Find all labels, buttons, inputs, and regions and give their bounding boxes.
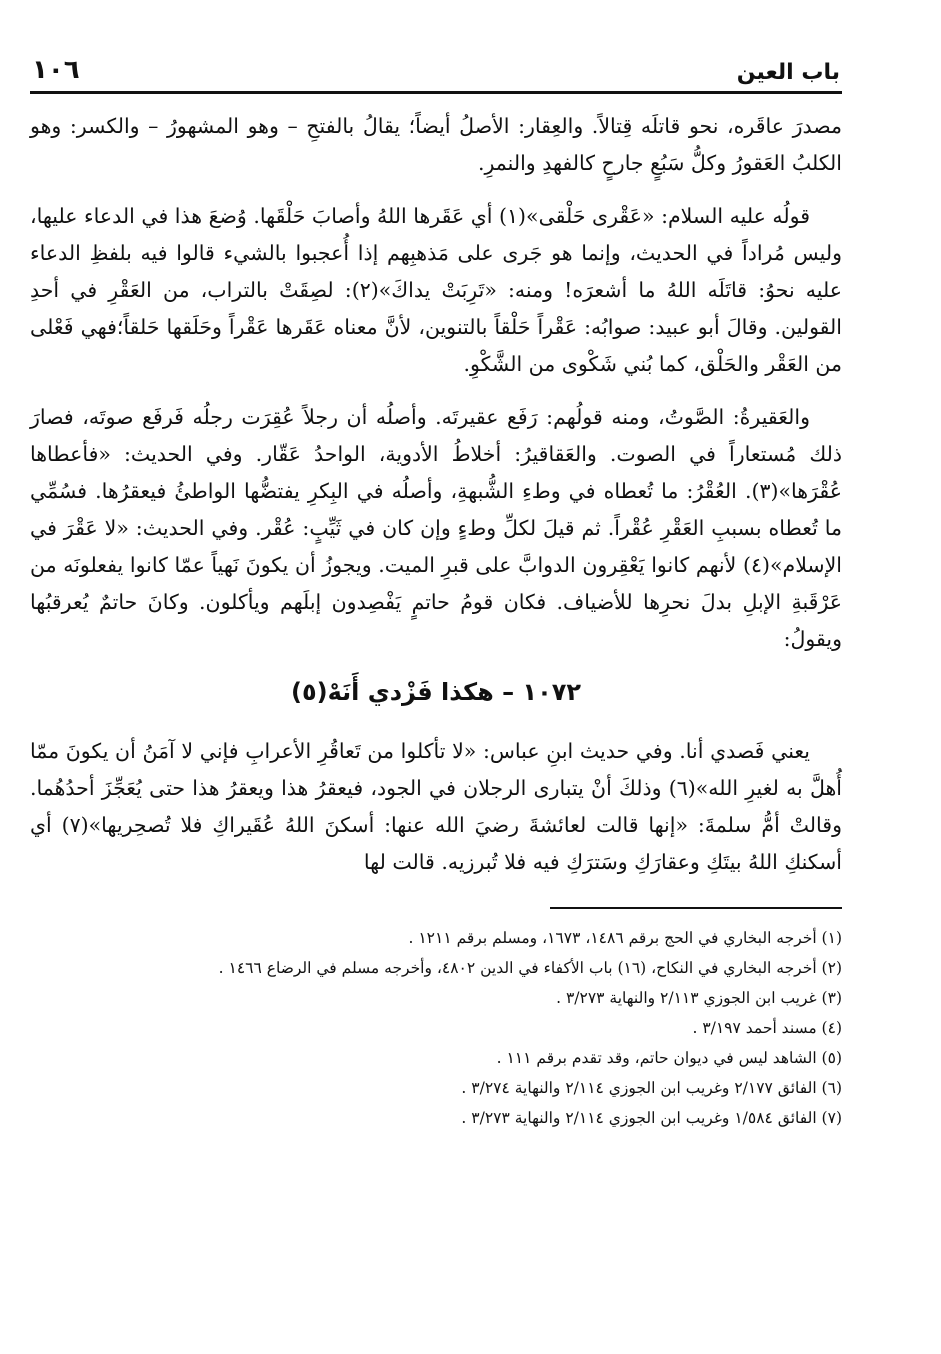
book-page [30,52,842,1133]
paragraph: قولُه عليه السلام: «عَقْرى حَلْقى»(١) أي عَقَرها اللهُ وأصابَ حَلْقَها. وُضعَ هذا في الدعاء عليها، وليس مُراداً في الحديث، وإنما هو جَرى على مَذهبِهم إذا أُعجبوا بالشيء قالوا فيه بلفظِ الدعاء عليه نحوُ: قاتَلَه اللهُ ما أشعرَه! ومنه: «تَرِبَتْ يداكَ»(٢): لصِقَتْ بالتراب، من العَقْرِ في أحدِ القولين. وقالَ أبو عبيد: صوابُه: عَقْراً حَلْقاً بالتنوين، لأنَّ معناه عَقَرها عَقْراً وحَلَقها حَلقاً؛فهي فَعْلى من العَقْر والحَلْق، كما بُني شَكْوى من الشَّكْوِ. [30,204,842,376]
chapter-title: باب العين [736,60,840,85]
footnote: (٦) الفائق ٢/١٧٧ وغريب ابن الجوزي ٢/١١٤ والنهاية ٣/٢٧٤ . [461,1079,842,1097]
footnotes [30,923,842,1133]
footnote: (٥) الشاهد ليس في ديوان حاتم، وقد تقدم برقم ١١١ . [496,1049,842,1067]
main-text [30,108,842,881]
footnote: (٤) مسند أحمد ٣/١٩٧ . [692,1019,842,1037]
page-header [30,52,842,94]
paragraph: والعَقيرةُ: الصَّوتُ، ومنه قولُهم: رَفَع عقيرتَه. وأصلُه أن رجلاً عُقِرَت رجلُه فَرفَع صوتَه، فصارَ ذلك مُستعاراً في الصوت. والعَقاقيرُ: أخلاطُ الأدوية، الواحدُ عَقّار. وفي الحديث: «فأعطاها عُقْرَها»(٣). العُقْرُ: ما تُعطاه في وطءِ الشُّبهةِ، وأصلُه في البِكرِ يفتضُّها الواطئُ فيعقرُها. فسُمِّي ما تُعطاه بسببِ العَقْرِ عُقْراً. ثم قيلَ لكلِّ وطءٍ وإن كان في ثَيِّبٍ: عُقْر. وفي الحديث: «لا عَقْرَ في الإسلام»(٤) لأنهم كانوا يَعْقِرون الدوابَّ على قبرِ الميت. ويجوزُ أن يكونَ نَهياً عمّا كانوا يفعلونَه من عَرْقَبةِ الإبلِ بدلَ نحرِها للأضياف. فكان قومُ حاتمٍ يَفْصِدون إبلَهم ويأكلون. وكانَ حاتمٌ يُعرقبُها ويقولُ: [30,405,842,651]
paragraph: مصدرَ عاقَره، نحو قاتلَه قِتالاً. والعِقار: الأصلُ أيضاً؛ يقالُ بالفتحِ – وهو المشهورُ – والكسر: وهو الكلبُ العَقورُ وكلُّ سَبُعٍ جارحٍ كالفهدِ والنمرِ. [30,114,842,175]
footnote: (٢) أخرجه البخاري في النكاح، (١٦) باب الأكفاء في الدين ٤٨٠٢، وأخرجه مسلم في الرضاع ١٤٦٦ . [218,959,842,977]
footnote-divider [550,907,842,909]
entry-heading: ١٠٧٢ – هكذا فَزْدي أَنَهْ(٥) [290,678,582,706]
page-number: ١٠٦ [32,55,80,85]
paragraph: يعني فَصدي أنا. وفي حديث ابنِ عباس: «لا تأكلوا من تَعاقُرِ الأعرابِ فإني لا آمَنُ أن يكونَ ممّا أُهلَّ به لغيرِ الله»(٦) وذلكَ أنْ يتبارى الرجلان في الجود، فيعقرُ هذا ويعقرُ هذا حتى يُعَجِّزَ أحدُهُما. وقالتْ أمُّ سلمةَ: «إنها قالت لعائشةَ رضيَ الله عنها: أسكنَ اللهُ عُقَيراكِ فلا تُصحِريها»(٧) أي أسكنكِ اللهُ بيتَكِ وعقارَكِ وسَترَكِ فيه فلا تُبرزيه. قالت لها [30,739,842,874]
footnote: (٧) الفائق ١/٥٨٤ وغريب ابن الجوزي ٢/١١٤ والنهاية ٣/٢٧٣ . [461,1109,842,1127]
footnote: (١) أخرجه البخاري في الحج برقم ١٤٨٦، ١٦٧٣، ومسلم برقم ١٢١١ . [408,929,842,947]
footnote: (٣) غريب ابن الجوزي ٢/١١٣ والنهاية ٣/٢٧٣ . [556,989,842,1007]
